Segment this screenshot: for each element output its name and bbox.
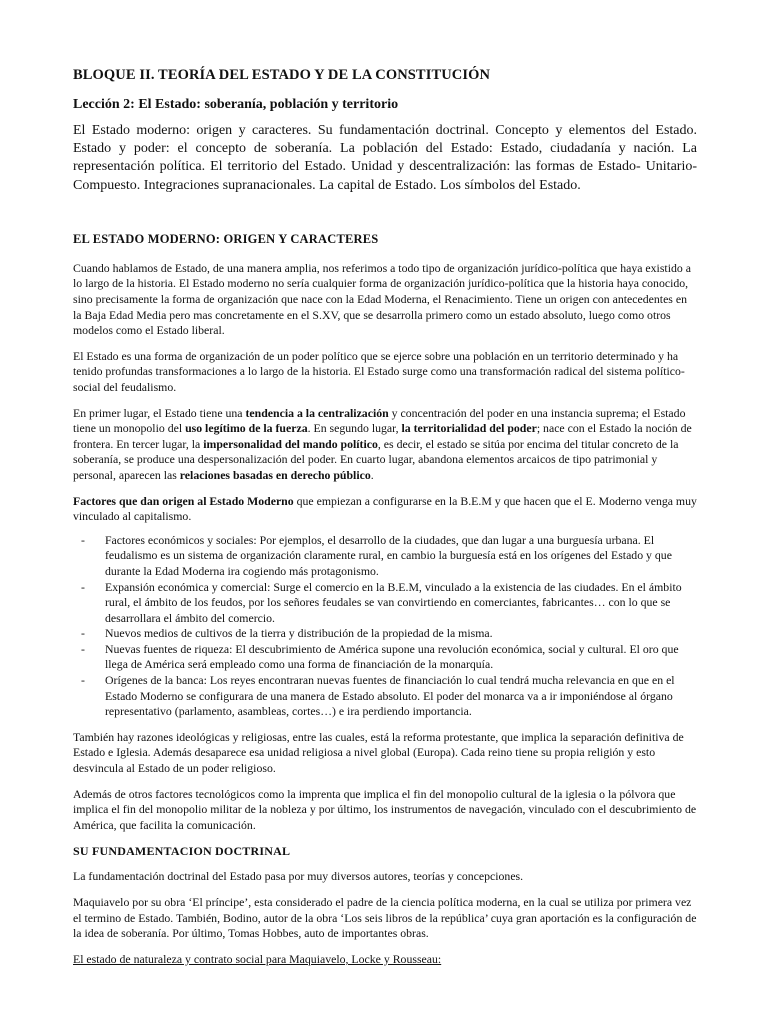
bold-term: Factores que dan origen al Estado Moderno xyxy=(73,493,294,508)
paragraph-characteristics xyxy=(73,406,697,484)
text-run: En primer lugar, el Estado tiene una xyxy=(73,405,246,420)
list-item xyxy=(73,673,697,720)
text-run: , es decir, el estado se sitúa por encima del titular concreto de la soberanía, se produce una despersonalización del poder. En cuarto lugar, abandona elementos arcaicos de tipo patrimonial y personal, aparecen las xyxy=(73,436,679,482)
paragraph: Además de otros factores tecnológicos como la imprenta que implica el fin del monopolio cultural de la iglesia o la pólvora que implica el fin del monopolio militar de la nobleza y por último, los instrumentos de navegación, vinculado con el descubrimiento de América, que facilita la comunicación. xyxy=(73,786,697,832)
list-item-text: Factores económicos y sociales: Por ejemplos, el desarrollo de la ciudades, que dan lugar a una burguesía urbana. El feudalismo es un sistema de organización claramente rural, en cambio la burguesía está en los orígenes del Estado y que durante la Edad Moderna ira cogiendo más protagonismo. xyxy=(105,532,672,578)
list-item-text: Nuevas fuentes de riqueza: El descubrimiento de América supone una revolución económica, social y cultural. El oro que llega de América será empleado como una forma de financiación de la monarquía. xyxy=(105,641,679,672)
paragraph: Maquiavelo por su obra ‘El príncipe’, esta considerado el padre de la ciencia política moderna, en la cual se utiliza por primera vez el termino de Estado. También, Bodino, autor de la obra ‘Los seis libros de la república’ cuya gran aportación es la configuración de la idea de soberanía. Por último, Tomas Hobbes, auto de importantes obras. xyxy=(73,895,697,941)
list-item-text: Nuevos medios de cultivos de la tierra y distribución de la propiedad de la misma. xyxy=(105,626,493,641)
list-dash: - xyxy=(81,532,85,547)
text-run: que empiezan a configurarse en la B.E.M y que hacen que el E. Moderno venga muy vinculado al capitalismo. xyxy=(73,493,697,524)
bold-term: tendencia a la centralización xyxy=(245,405,389,420)
list-item xyxy=(73,580,697,627)
text-run: . xyxy=(370,467,374,482)
list-item xyxy=(73,533,697,580)
lesson-summary: El Estado moderno: origen y caracteres. Su fundamentación doctrinal. Concepto y elementos del Estado. Estado y poder: el concepto de soberanía. La población del Estado: Estado, ciudadanía y nación. La representación política. El territorio del Estado. Unidad y descentralización: las formas de Estado- Unitario-Compuesto. Integraciones supranacionales. La capital de Estado. Los símbolos del Estado. xyxy=(73,123,697,193)
paragraph-factors-intro xyxy=(73,494,697,525)
section-heading-fundamentacion: SU FUNDAMENTACION DOCTRINAL xyxy=(73,844,291,859)
lesson-title: Lección 2: El Estado: soberanía, población y territorio xyxy=(73,97,399,112)
bold-term: relaciones basadas en derecho público xyxy=(179,467,371,482)
paragraph: También hay razones ideológicas y religiosas, entre las cuales, está la reforma protestante, que implica la separación definitiva de Estado e Iglesia. Además desaparece esa unidad religiosa a nivel global (Europa). Cada reino tiene su propia religión y esto desvincula al Estado de un poder religioso. xyxy=(73,729,684,776)
list-item xyxy=(73,626,697,642)
paragraph: El Estado es una forma de organización de un poder político que se ejerce sobre una población en un territorio determinado y ha tenido profundas transformaciones a lo largo de la historia. El Estado surge como una transformación radical del sistema político-social del feudalismo. xyxy=(73,348,685,394)
text-run: . En segundo lugar, xyxy=(307,421,402,436)
list-dash: - xyxy=(81,673,85,688)
paragraph: La fundamentación doctrinal del Estado pasa por muy diversos autores, teorías y concepciones. xyxy=(73,869,524,884)
bold-term: uso legítimo de la fuerza xyxy=(185,421,308,436)
bold-term: impersonalidad del mando político xyxy=(203,436,378,451)
block-title: BLOQUE II. TEORÍA DEL ESTADO Y DE LA CONSTITUCIÓN xyxy=(73,67,491,83)
text-run: y concentración del poder en una instancia suprema; el Estado tiene un monopolio del xyxy=(73,405,686,436)
underlined-subheading: El estado de naturaleza y contrato social para Maquiavelo, Locke y Rousseau: xyxy=(73,951,442,966)
list-dash: - xyxy=(81,579,85,594)
text-run: ; nace con el Estado la noción de frontera. En tercer lugar, la xyxy=(73,421,692,451)
list-item-text: Orígenes de la banca: Los reyes encontraran nuevas fuentes de financiación lo cual tendrá mucha relevancia en que en el Estado Moderno se configurara de una manera de Estado absoluto. El poder del monarca va a ir imponiéndose al órgano representativo (parlamento, asambleas, cortes…) e ira perdiendo importancia. xyxy=(105,673,675,719)
list-dash: - xyxy=(81,641,85,656)
section-heading-estado-moderno: EL ESTADO MODERNO: ORIGEN Y CARACTERES xyxy=(73,231,379,246)
bold-term: la territorialidad del poder xyxy=(401,421,537,436)
document-body xyxy=(73,66,697,967)
list-item xyxy=(73,642,697,673)
list-dash: - xyxy=(81,626,85,641)
paragraph: Cuando hablamos de Estado, de una manera amplia, nos referimos a todo tipo de organización jurídico-política que haya existido a lo largo de la historia. El Estado moderno no sería cualquier forma de organización jurídico-política que la historia haya conocido, sino precisamente la forma de organización que nace con la Edad Moderna, el Renacimiento. Tiene un origen con antecedentes en la Baja Edad Media pero mas concretamente en el S.XV, que se desarrolla primero como un estado absoluto, luego como otros modelos como el Estado liberal. xyxy=(73,260,691,338)
factors-list xyxy=(73,533,697,720)
list-item-text: Expansión económica y comercial: Surge el comercio en la B.E.M, vinculado a la existencia de las ciudades. En el ámbito rural, el ámbito de los feudos, por los señores feudales se van convirtiendo en comerciantes, fabricantes… con lo que se desarrollara el ámbito del comercio. xyxy=(105,579,682,625)
